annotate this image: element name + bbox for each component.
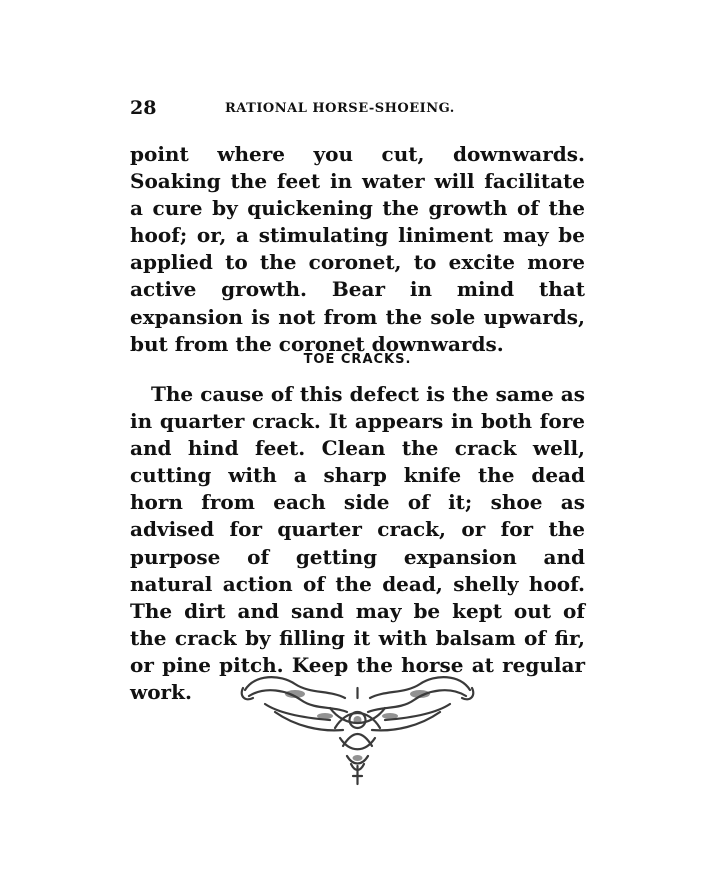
paragraph-continuation: point where you cut, downwards. Soaking the feet in water will facilitate a cure by quickening the growth of the hoof; or, a stimulating liniment may be applied to the coronet, to excite more active growth. Bear in mind that expansion is not from the sole upwards, but from the coronet downwards. <box>130 142 585 356</box>
section-heading: TOE CRACKS. <box>303 352 412 367</box>
running-head <box>130 97 590 121</box>
page-number: 28 <box>130 97 157 119</box>
foliate-tailpiece-ornament-icon <box>235 668 480 788</box>
paragraph-toe-cracks: The cause of this defect is the same as in quarter crack. It appears in both fore and hind feet. Clean the crack well, cutting with a sharp knife the dead horn from each side of it; shoe as advised for quarter crack, or for the purpose of getting expansion and natural action of the dead, shelly hoof. The dirt and sand may be kept out of the crack by filling it with balsam of fir, or pine pitch. Keep the horse at regular work. <box>130 382 585 705</box>
running-title: RATIONAL HORSE-SHOEING. <box>225 101 455 116</box>
